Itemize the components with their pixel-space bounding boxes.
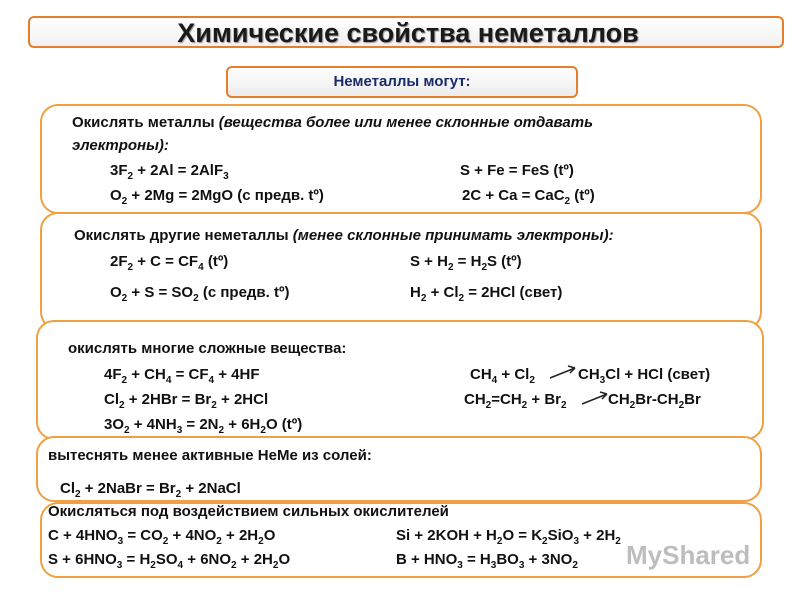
- b5-eq2a: $S + 6HNO_3 = H_2SO_4 + 6NO_2 + 2H_2O$: [48, 551, 291, 571]
- b2-eq2a: $O_2 + S = SO_2$ (с предв. tº): [110, 284, 290, 304]
- b5-heading: Окисляться под воздействием сильных окислителей: [48, 503, 449, 520]
- subtitle-box: [226, 66, 578, 98]
- b1-heading: Окислять металлы (вещества более или менее склонные отдавать: [72, 114, 594, 131]
- b3-eq1b-left: $CH_4 + Cl_2$: [470, 366, 535, 386]
- b5-eq1a: $C + 4HNO_3 = CO_2 + 4NO_2 + 2H_2O$: [48, 527, 276, 547]
- b1-eq2b: 2C + Ca = CaC$_2$ (tº): [462, 187, 595, 207]
- b2-heading: Окислять другие неметаллы (менее склонные принимать электроны):: [74, 227, 614, 244]
- watermark: MyShared: [626, 540, 751, 570]
- b1-eq1a: $3F_2 + 2Al = 2AlF_3$: [110, 162, 229, 182]
- b4-heading: вытеснять менее активные НеМе из солей:: [48, 447, 372, 464]
- b2-eq1b: $S + H_2 = H_2S$ (tº): [410, 253, 522, 273]
- b5-eq1b: $Si + 2KOH + H_2O = K_2SiO_3 + 2H_2$: [396, 527, 621, 547]
- b3-eq1a: $4F_2 + CH_4 = CF_4 + 4HF$: [104, 366, 260, 386]
- b3-eq2b-left: $CH_2=CH_2 + Br_2$: [464, 391, 567, 411]
- b1-heading-cont: электроны):: [72, 137, 169, 154]
- page-title: Химические свойства неметаллов: [177, 18, 639, 48]
- b3-eq2a: $Cl_2 + 2HBr = Br_2 + 2HCl$: [104, 391, 269, 411]
- b3-eq2b-right: $CH_2Br-CH_2Br$: [608, 391, 701, 411]
- subtitle: Неметаллы могут:: [333, 73, 471, 90]
- b5-eq2b: $B + HNO_3 = H_3BO_3 + 3NO_2$: [396, 551, 578, 571]
- reaction-arrow-icon: [548, 362, 578, 382]
- b3-heading: окислять многие сложные вещества:: [68, 340, 347, 357]
- b3-eq3a: $3O_2 + 4NH_3 = 2N_2 + 6H_2O$ (tº): [104, 416, 303, 436]
- b1-eq2a: $O_2 + 2Mg = 2MgO$ (с предв. tº): [110, 187, 324, 207]
- b3-eq1b-right: $CH_3Cl$ + HCl (свет): [578, 366, 711, 386]
- b4-eq1: $Cl_2$ + 2NaBr = $Br_2$ + 2NaCl: [60, 480, 241, 500]
- b2-eq2b: $H_2 + Cl_2 = 2HCl$ (свет): [410, 284, 563, 304]
- title-box: [28, 16, 784, 48]
- b1-eq1b: S + Fe = FeS (tº): [460, 162, 574, 179]
- b2-eq1a: $2F_2 + C = CF_4$ (tº): [110, 253, 229, 273]
- reaction-arrow-icon: [580, 388, 610, 408]
